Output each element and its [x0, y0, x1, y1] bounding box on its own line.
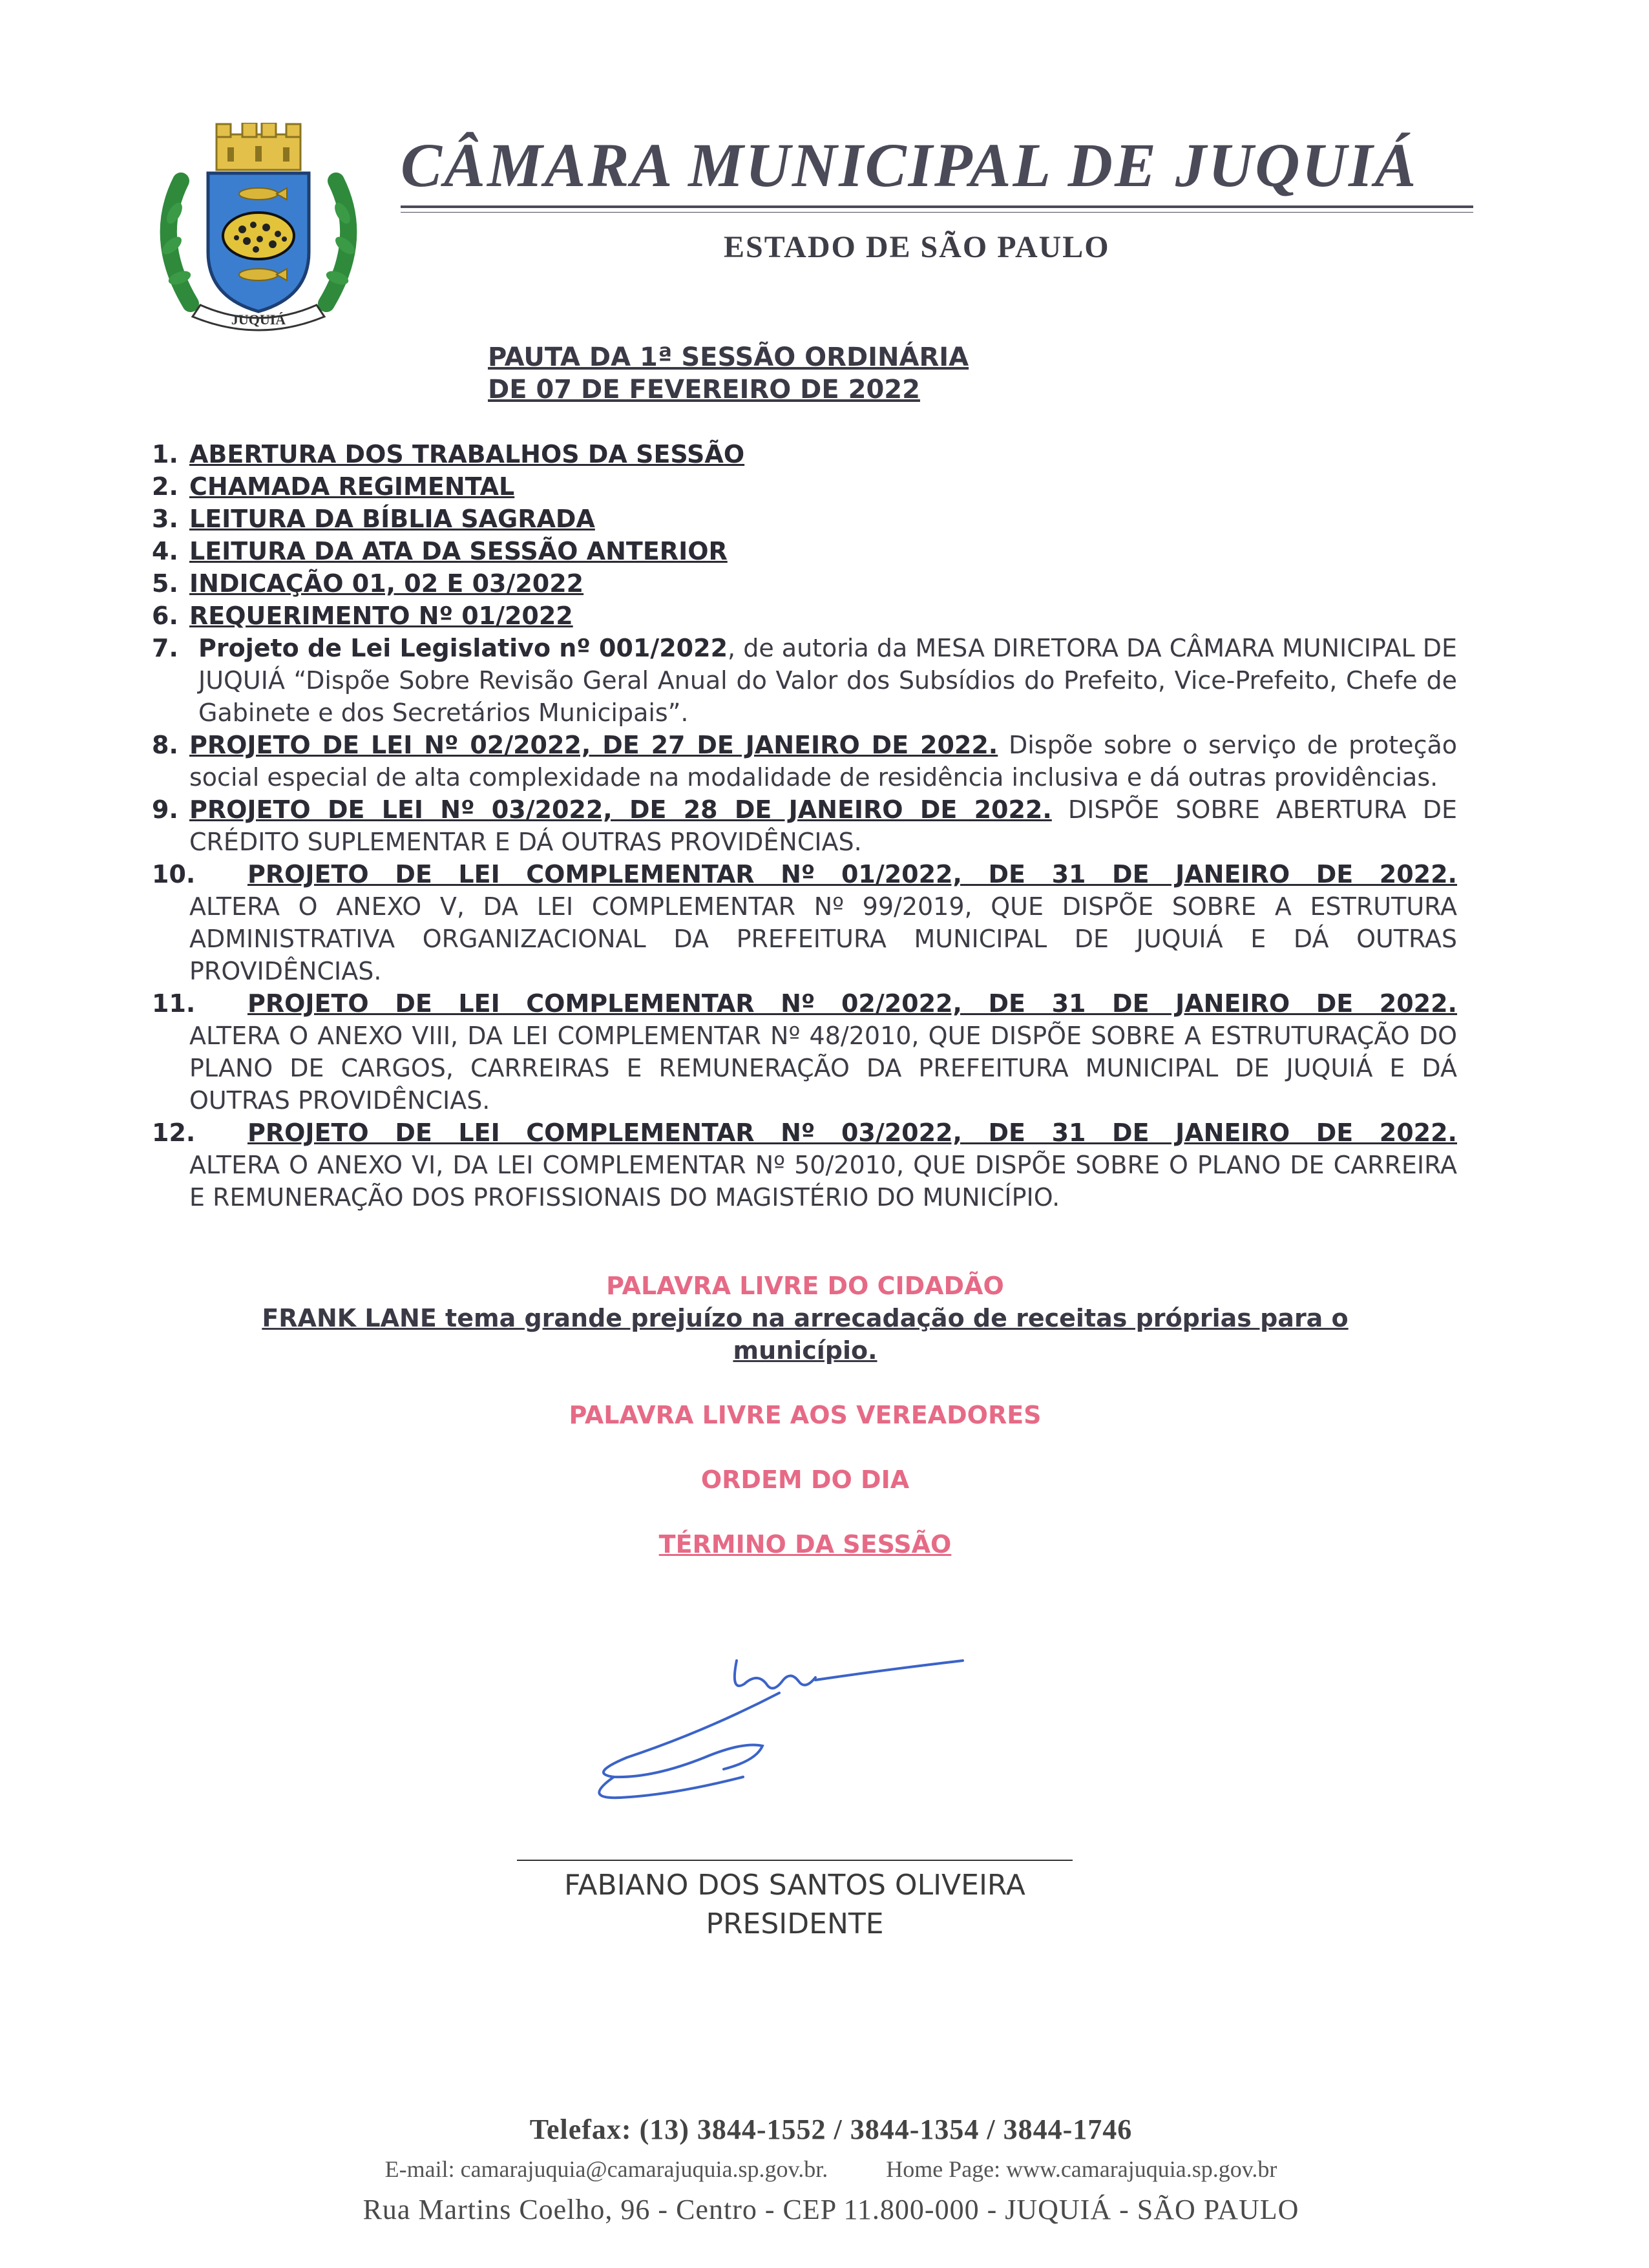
agenda-item-number: 2.: [152, 472, 178, 501]
agenda-item: [152, 793, 1457, 858]
title-underline-thin: [401, 212, 1473, 213]
page-title: CÂMARA MUNICIPAL DE JUQUIÁ: [401, 131, 1418, 200]
agenda-item-number: 11.: [152, 989, 196, 1018]
agenda-item-title: REQUERIMENTO Nº 01/2022: [189, 602, 573, 630]
agenda-item-title: PROJETO DE LEI COMPLEMENTAR Nº 03/2022, DE 31 DE JANEIRO DE 2022.: [247, 1118, 1457, 1147]
agenda-item-title: LEITURA DA BÍBLIA SAGRADA: [189, 505, 595, 533]
agenda-item-number: 1.: [152, 440, 178, 468]
coat-of-arms-icon: [155, 123, 362, 336]
agenda-item-title: Projeto de Lei Legislativo nº 001/2022: [198, 634, 728, 662]
signatory-block: [452, 1866, 1137, 1944]
agenda-item-number: 8.: [152, 731, 178, 759]
ordem-do-dia-heading: ORDEM DO DIA: [700, 1465, 910, 1494]
footer-address: Rua Martins Coelho, 96 - Centro - CEP 11.800-000 - JUQUIÁ - SÃO PAULO: [362, 2194, 1299, 2225]
agenda-item-description: , de autoria da MESA DIRETORA DA CÂMARA MUNICIPAL DE JUQUIÁ “Dispõe Sobre Revisão Geral Anual do Valor dos Subsídios do Prefeito, Vice-Prefeito, Chefe de Gabinete e dos Secretários Municipais”.: [198, 634, 1457, 727]
termino-sessao-heading: TÉRMINO DA SESSÃO: [658, 1530, 952, 1559]
state-subtitle: ESTADO DE SÃO PAULO: [724, 230, 1110, 264]
footer-homepage[interactable]: Home Page: www.camarajuquia.sp.gov.br: [886, 2156, 1277, 2182]
agenda-item-title: PROJETO DE LEI COMPLEMENTAR Nº 02/2022, DE 31 DE JANEIRO DE 2022.: [247, 989, 1457, 1018]
agenda-list: [152, 438, 1457, 1213]
palavra-cidadao-heading: PALAVRA LIVRE DO CIDADÃO: [606, 1272, 1004, 1300]
session-heading-line-1: PAUTA DA 1ª SESSÃO ORDINÁRIA: [488, 342, 969, 372]
title-underline: [401, 205, 1473, 208]
agenda-item: [152, 1117, 1457, 1213]
palavra-vereadores-heading: PALAVRA LIVRE AOS VEREADORES: [569, 1401, 1042, 1429]
footer: [152, 2110, 1509, 2231]
agenda-item-description: DISPÕE SOBRE ABERTURA DE CRÉDITO SUPLEMENTAR E DÁ OUTRAS PROVIDÊNCIAS.: [189, 795, 1457, 856]
agenda-item-number: 7.: [152, 634, 178, 662]
agenda-item-title: INDICAÇÃO 01, 02 E 03/2022: [189, 569, 584, 598]
letterhead: [155, 116, 1512, 342]
agenda-item-number: 6.: [152, 602, 178, 630]
agenda-item-title: LEITURA DA ATA DA SESSÃO ANTERIOR: [189, 537, 728, 565]
agenda-item-number: 3.: [152, 505, 178, 533]
footer-email[interactable]: E-mail: camarajuquia@camarajuquia.sp.gov.br.: [384, 2156, 828, 2182]
agenda-item-description: ALTERA O ANEXO VI, DA LEI COMPLEMENTAR Nº 50/2010, QUE DISPÕE SOBRE O PLANO DE CARREIRA E REMUNERAÇÃO DOS PROFISSIONAIS DO MAGISTÉRIO DO MUNICÍPIO.: [189, 1151, 1457, 1212]
agenda-item-number: 5.: [152, 569, 178, 598]
agenda-item: [152, 535, 1457, 567]
footer-telefax: Telefax: (13) 3844-1552 / 3844-1354 / 3844-1746: [529, 2114, 1133, 2145]
agenda-item: [152, 729, 1457, 793]
agenda-item: [152, 503, 1457, 535]
agenda-item: [152, 470, 1457, 503]
signature-line: [517, 1860, 1073, 1861]
agenda-item-number: 12.: [152, 1118, 196, 1147]
agenda-item-title: PROJETO DE LEI Nº 03/2022, DE 28 DE JANEIRO DE 2022.: [189, 795, 1052, 824]
signature-icon: [575, 1635, 976, 1816]
agenda-item-title: ABERTURA DOS TRABALHOS DA SESSÃO: [189, 440, 745, 468]
session-heading-line-2: DE 07 DE FEVEREIRO DE 2022: [488, 375, 920, 404]
agenda-item: [152, 438, 1457, 470]
agenda-item-description: ALTERA O ANEXO V, DA LEI COMPLEMENTAR Nº 99/2019, QUE DISPÕE SOBRE A ESTRUTURA ADMINISTRATIVA ORGANIZACIONAL DA PREFEITURA MUNICIPAL DE JUQUIÁ E DÁ OUTRAS PROVIDÊNCIAS.: [189, 892, 1457, 985]
agenda-item: [152, 987, 1457, 1117]
agenda-item-title: PROJETO DE LEI COMPLEMENTAR Nº 01/2022, DE 31 DE JANEIRO DE 2022.: [247, 860, 1457, 888]
session-heading: [488, 341, 969, 406]
agenda-item-title: CHAMADA REGIMENTAL: [189, 472, 515, 501]
agenda-item-description: ALTERA O ANEXO VIII, DA LEI COMPLEMENTAR Nº 48/2010, QUE DISPÕE SOBRE A ESTRUTURAÇÃO DO PLANO DE CARGOS, CARREIRAS E REMUNERAÇÃO DA PREFEITURA MUNICIPAL DE JUQUIÁ E DÁ OUTRAS PROVIDÊNCIAS.: [189, 1022, 1457, 1115]
crest-motto: JUQUIÁ: [231, 311, 286, 328]
agenda-item: [152, 858, 1457, 987]
agenda-item: [152, 567, 1457, 600]
agenda-item-description: Dispõe sobre o serviço de proteção social especial de alta complexidade na modalidade de residência inclusiva e dá outras providências.: [189, 731, 1457, 792]
frank-lane-topic: FRANK LANE tema grande prejuízo na arrecadação de receitas próprias para o município.: [262, 1304, 1349, 1365]
agenda-item-number: 4.: [152, 537, 178, 565]
agenda-item: [152, 600, 1457, 632]
signatory-name: FABIANO DOS SANTOS OLIVEIRA: [564, 1869, 1025, 1902]
agenda-item-number: 10.: [152, 860, 196, 888]
agenda-item: [152, 632, 1457, 729]
footer-contact-row: [152, 2150, 1509, 2189]
agenda-item-title: PROJETO DE LEI Nº 02/2022, DE 27 DE JANEIRO DE 2022.: [189, 731, 998, 759]
agenda-item-number: 9.: [152, 795, 178, 824]
signatory-role: PRESIDENTE: [706, 1907, 884, 1940]
